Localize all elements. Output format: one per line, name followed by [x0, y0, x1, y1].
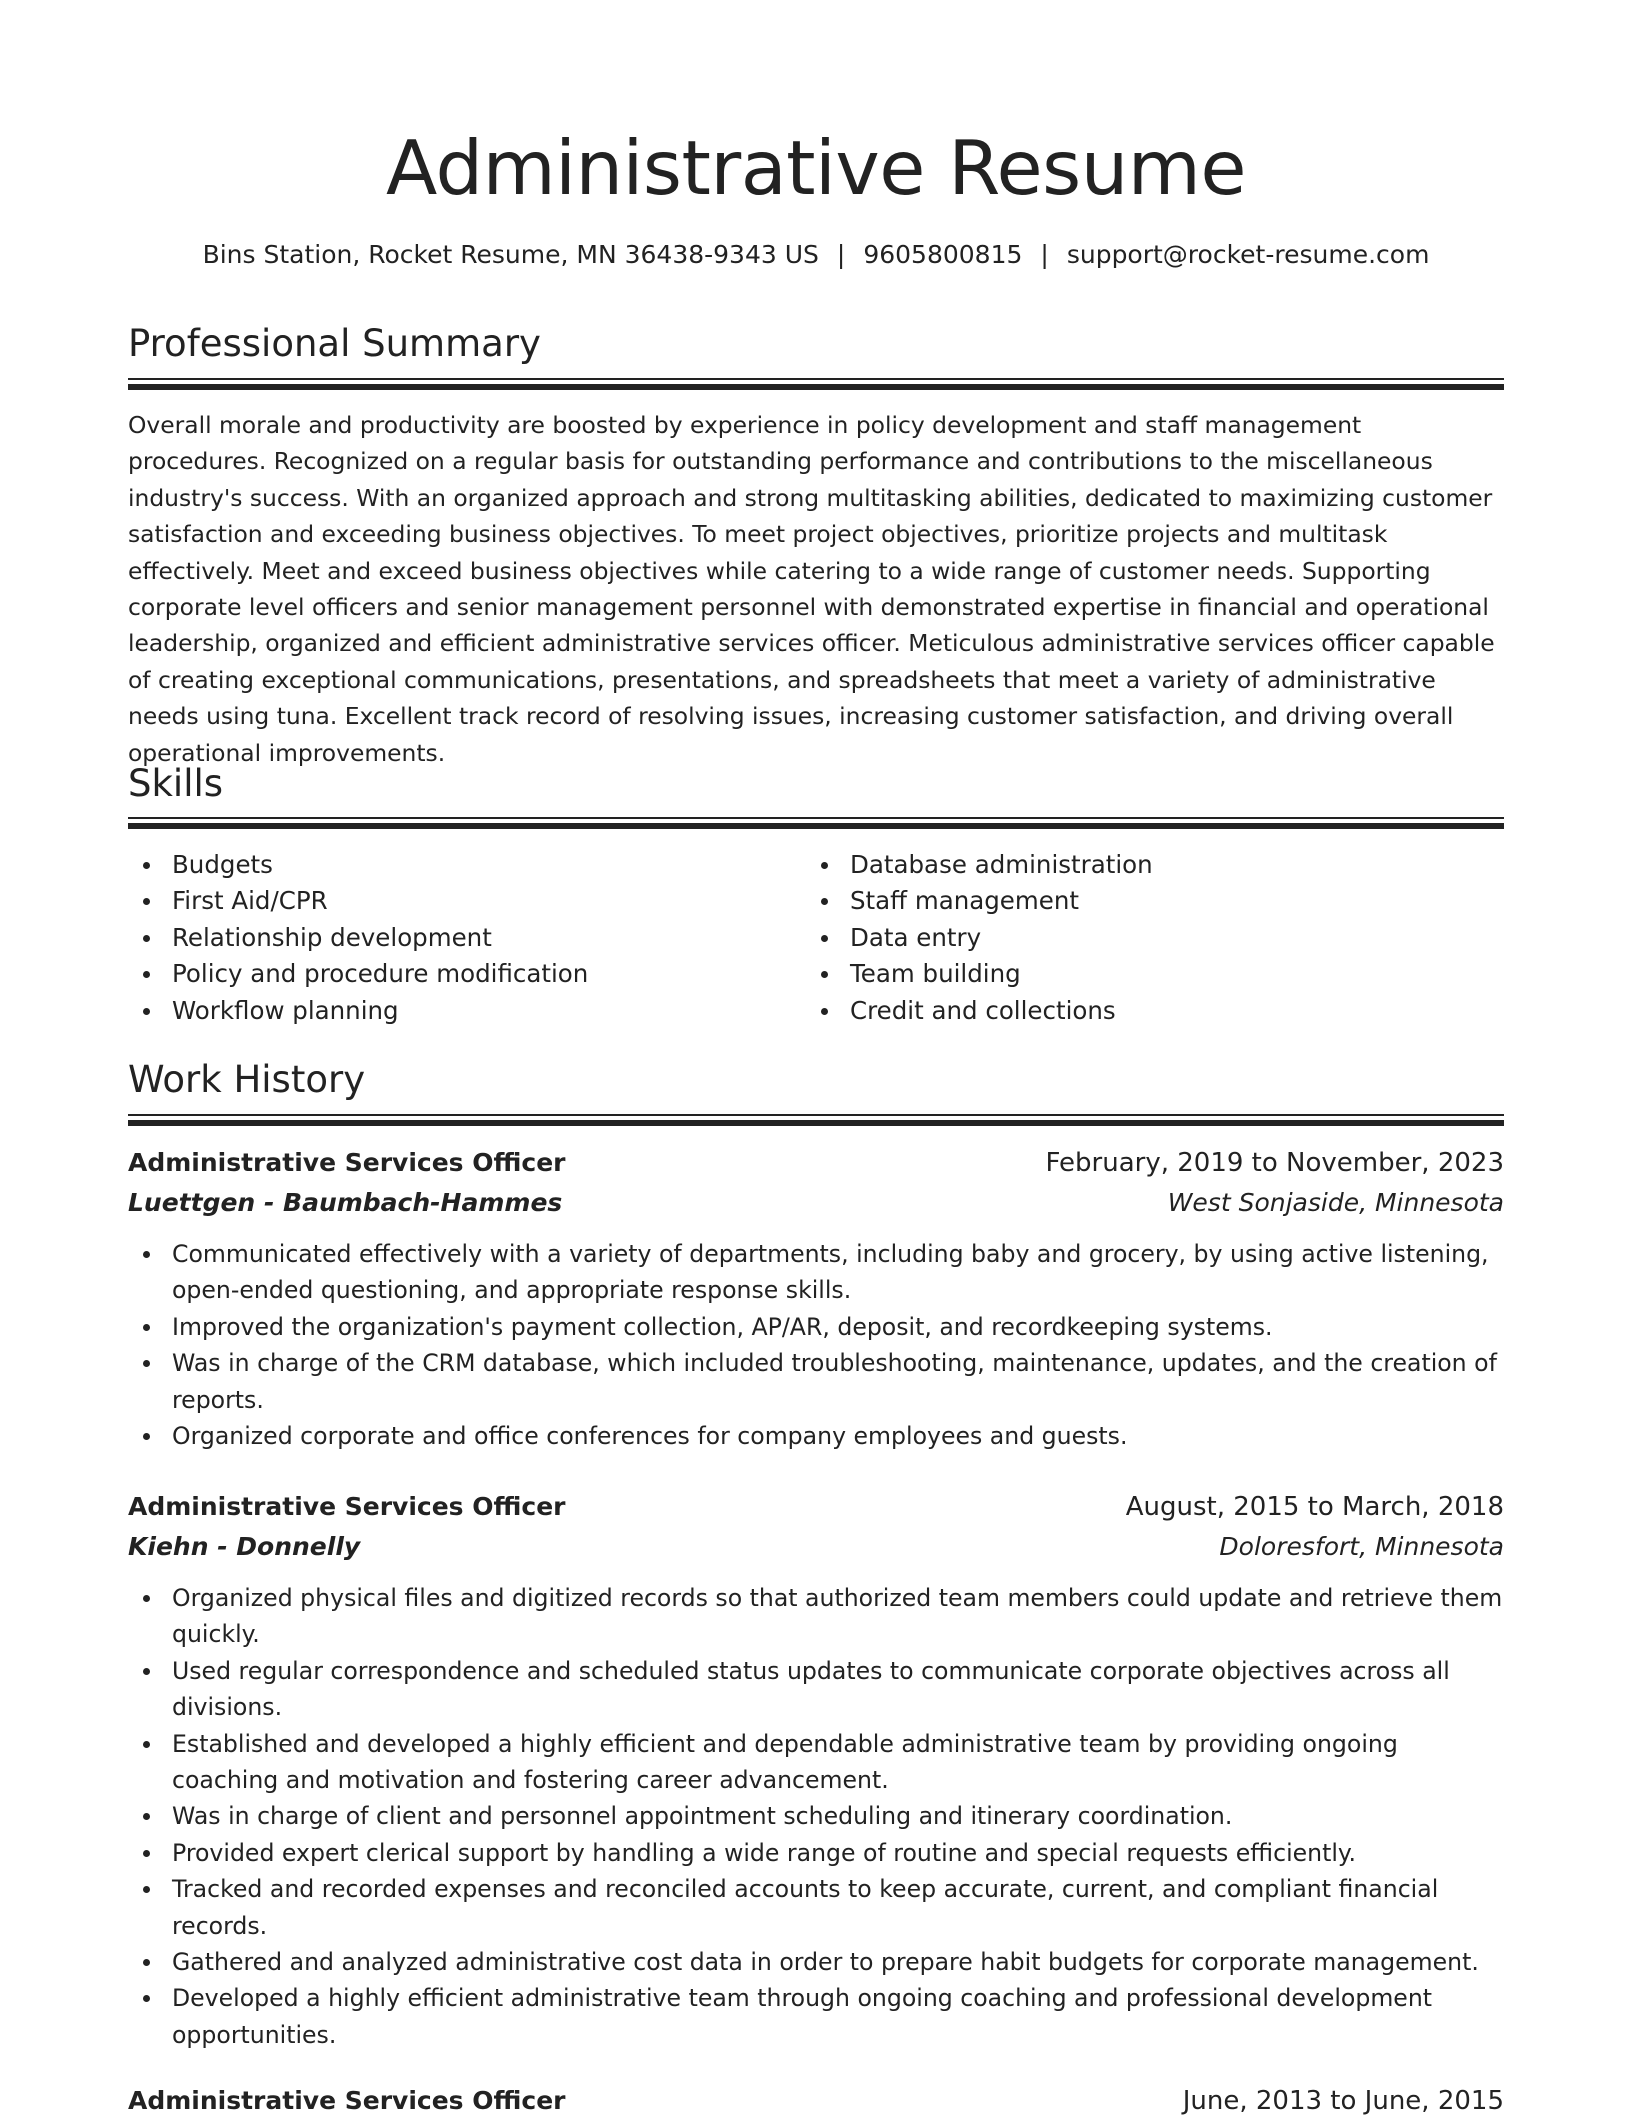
skill-item: Database administration [850, 847, 1153, 883]
job-bullets [128, 1236, 1504, 1454]
section-divider [128, 1114, 1504, 1128]
list-item: Used regular correspondence and scheduled status updates to communicate corporate objectives across all divisions. [172, 1653, 1504, 1726]
email: support@rocket-resume.com [1066, 240, 1430, 269]
company-name: Kiehn - Donnelly [128, 1532, 361, 1561]
job-company-row [128, 1527, 1504, 1567]
job-header [128, 1143, 1504, 1183]
resume-title: Administrative Resume [386, 124, 1246, 212]
section-divider [128, 817, 1504, 831]
job-header [128, 2081, 1504, 2121]
list-item: Was in charge of client and personnel appointment scheduling and itinerary coordination. [172, 1798, 1504, 1834]
job-dates: June, 2013 to June, 2015 [1182, 2086, 1504, 2116]
section-divider [128, 378, 1504, 392]
work-history-heading: Work History [128, 1058, 366, 1101]
contact-line [128, 238, 1504, 272]
job-dates: August, 2015 to March, 2018 [1125, 1492, 1504, 1522]
list-item: Improved the organization's payment collection, AP/AR, deposit, and recordkeeping systems. [172, 1309, 1504, 1345]
list-item: Tracked and recorded expenses and reconciled accounts to keep accurate, current, and compliant financial records. [172, 1871, 1504, 1944]
job-bullets [128, 1580, 1504, 2053]
address: Bins Station, Rocket Resume, MN 36438-9343 US [202, 240, 819, 269]
skills-heading: Skills [128, 762, 224, 805]
job-dates: February, 2019 to November, 2023 [1045, 1148, 1504, 1178]
contact-separator: | [836, 240, 846, 269]
skill-item: Data entry [850, 920, 1153, 956]
skills-list-right [806, 847, 1153, 1029]
job-company-row [128, 1183, 1504, 1223]
job-title: Administrative Services Officer [128, 2086, 566, 2115]
list-item: Organized physical files and digitized records so that authorized team members could update and retrieve them quickly. [172, 1580, 1504, 1653]
skill-item: Budgets [172, 847, 588, 883]
job-title: Administrative Services Officer [128, 1492, 566, 1521]
contact-separator: | [1040, 240, 1049, 269]
skill-item: Staff management [850, 883, 1153, 919]
list-item: Established and developed a highly efficient and dependable administrative team by providing ongoing coaching and motivation and fostering career advancement. [172, 1726, 1504, 1799]
skill-item: Relationship development [172, 920, 588, 956]
job-header [128, 1487, 1504, 1527]
phone: 9605800815 [863, 240, 1023, 269]
job-location: Doloresfort, Minnesota [1219, 1532, 1504, 1561]
job-location: West Sonjaside, Minnesota [1167, 1188, 1504, 1217]
skill-item: First Aid/CPR [172, 883, 588, 919]
job-title: Administrative Services Officer [128, 1148, 566, 1177]
summary-heading: Professional Summary [128, 322, 541, 365]
list-item: Communicated effectively with a variety of departments, including baby and grocery, by using active listening, open-ended questioning, and appropriate response skills. [172, 1236, 1504, 1309]
summary-text: Overall morale and productivity are boosted by experience in policy development and staff management procedures. Recognized on a regular basis for outstanding performance and contributions to the miscellaneous industry's success. With an organized approach and strong multitasking abilities, dedicated to maximizing customer satisfaction and exceeding business objectives. To meet project objectives, prioritize projects and multitask effectively. Meet and exceed business objectives while catering to a wide range of customer needs. Supporting corporate level officers and senior management personnel with demonstrated expertise in financial and operational leadership, organized and efficient administrative services officer. Meticulous administrative services officer capable of creating exceptional communications, presentations, and spreadsheets that meet a variety of administrative needs using tuna. Excellent track record of resolving issues, increasing customer satisfaction, and driving overall operational improvements. [128, 411, 1495, 767]
skills-list-left [128, 847, 588, 1029]
list-item: Provided expert clerical support by handling a wide range of routine and special requests efficiently. [172, 1835, 1504, 1871]
skill-item: Credit and collections [850, 993, 1153, 1029]
list-item: Developed a highly efficient administrative team through ongoing coaching and professional development opportunities. [172, 1980, 1504, 2053]
list-item: Was in charge of the CRM database, which included troubleshooting, maintenance, updates, and the creation of reports. [172, 1345, 1504, 1418]
skill-item: Workflow planning [172, 993, 588, 1029]
list-item: Organized corporate and office conferences for company employees and guests. [172, 1418, 1504, 1454]
skill-item: Team building [850, 956, 1153, 992]
skill-item: Policy and procedure modification [172, 956, 588, 992]
company-name: Luettgen - Baumbach-Hammes [128, 1188, 563, 1217]
list-item: Gathered and analyzed administrative cost data in order to prepare habit budgets for corporate management. [172, 1944, 1504, 1980]
